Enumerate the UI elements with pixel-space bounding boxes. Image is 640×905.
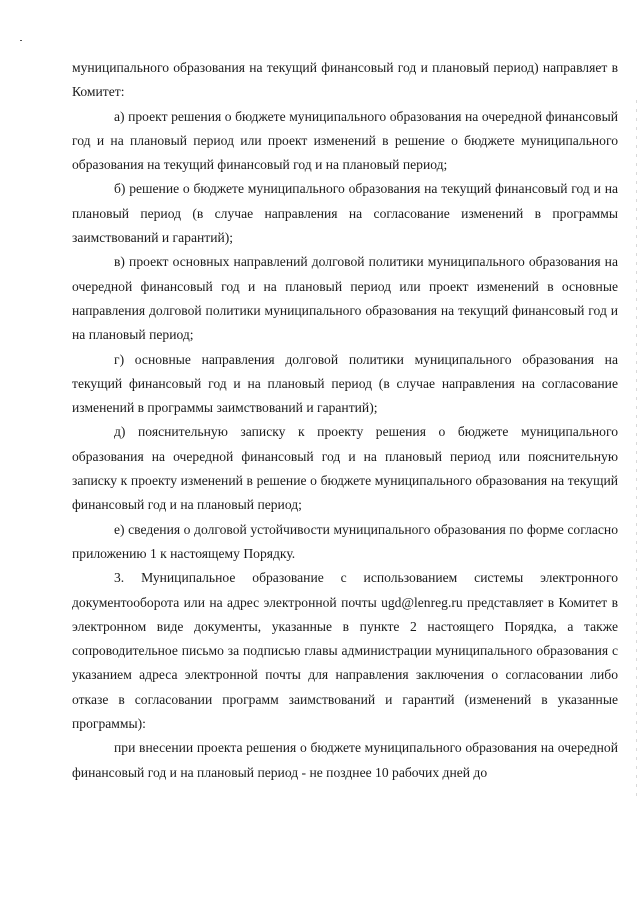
paragraph-item-v: в) проект основных направлений долговой политики муниципального образования на очередной финансовый год и на плановый период или проект изменений в основные направления долговой политики муниципального образования на текущий финансовый год и на плановый период; (72, 254, 618, 343)
scan-edge-artifact (636, 100, 637, 800)
paragraph-item-a: а) проект решения о бюджете муниципального образования на очередной финансовый год и на плановый период или проект изменений в решение о бюджете муниципального образования на текущий финансовый год и на плановый период; (72, 108, 618, 173)
paragraph-section-3: 3. Муниципальное образование с использованием системы электронного документооборота или на адрес электронной почты ugd@lenreg.ru представляет в Комитет в электронном виде документы, указанные в пункте 2 настоящего Порядка, а также сопроводительное письмо за подписью главы администрации муниципального образования с указанием адреса электронной почты для направления заключения о согласовании либо отказе в согласовании программ заимствований и гарантий (изменений в указанные программы): (72, 570, 618, 732)
paragraph-item-e: е) сведения о долговой устойчивости муниципального образования по форме согласно приложению 1 к настоящему Порядку. (72, 521, 618, 561)
paragraph-continuation: муниципального образования на текущий финансовый год и плановый период) направляет в Комитет: (72, 60, 618, 100)
paragraph-item-g: г) основные направления долговой политики муниципального образования на текущий финансовый год и на плановый период (в случае направления на согласование изменений в программы заимствований и гарантий); (72, 351, 618, 416)
scan-speck (20, 40, 22, 41)
document-body (72, 56, 618, 785)
paragraph-item-d: д) пояснительную записку к проекту решения о бюджете муниципального образования на очередной финансовый год и на плановый период или пояснительную записку к проекту изменений в решение о бюджете муниципального образования на текущий финансовый год и на плановый период; (72, 424, 618, 513)
paragraph-deadline: при внесении проекта решения о бюджете муниципального образования на очередной финансовый год и на плановый период - не позднее 10 рабочих дней до (72, 740, 618, 780)
paragraph-item-b: б) решение о бюджете муниципального образования на текущий финансовый год и на плановый период (в случае направления на согласование изменений в программы заимствований и гарантий); (72, 181, 618, 246)
